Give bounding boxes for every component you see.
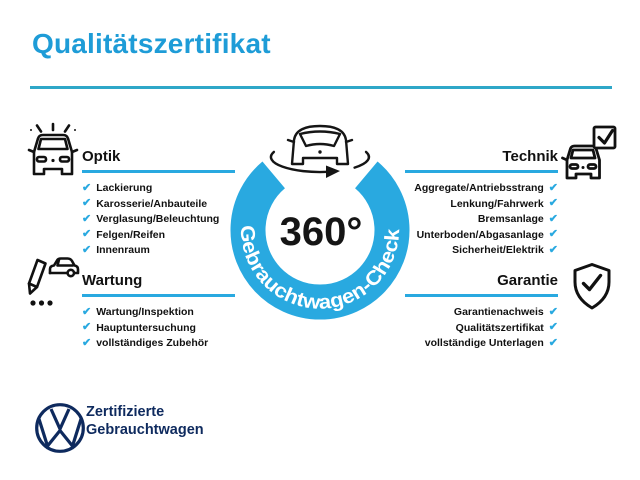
badge-360-check (224, 110, 416, 345)
service-checklist-icon (24, 256, 82, 314)
section-garantie (405, 272, 558, 351)
check-icon: ✔ (548, 228, 558, 241)
badge-degrees: 360° (279, 210, 363, 254)
section-optik (82, 148, 235, 258)
check-item (405, 181, 558, 197)
check-icon: ✔ (548, 212, 558, 225)
check-icon: ✔ (548, 243, 558, 256)
check-item-label: Aggregate/Antriebsstrang (414, 182, 544, 195)
check-item-label: Lenkung/Fahrwerk (450, 197, 544, 210)
check-item-label: Bremsanlage (477, 213, 544, 226)
check-item (82, 336, 235, 352)
shield-check-icon (570, 262, 614, 312)
check-item-label: Innenraum (96, 244, 150, 257)
check-item-label: Wartung/Inspektion (96, 306, 194, 319)
car-rotate-icon (271, 126, 369, 178)
check-item (82, 212, 235, 228)
check-item (82, 243, 235, 259)
car-checkbox-icon (560, 124, 618, 182)
section-title: Optik (82, 148, 121, 165)
check-item (82, 305, 235, 321)
check-item (405, 243, 558, 259)
footer-line1: Zertifizierte (86, 404, 165, 420)
wartung-item-list (82, 305, 235, 352)
check-item-label: vollständige Unterlagen (424, 337, 544, 350)
check-icon: ✔ (82, 197, 92, 210)
title-divider (30, 86, 612, 89)
car-shine-icon (26, 122, 80, 178)
check-item (405, 336, 558, 352)
check-item (405, 212, 558, 228)
section-wartung (82, 272, 235, 351)
optik-item-list (82, 181, 235, 259)
check-icon: ✔ (82, 228, 92, 241)
page-title: Qualitätszertifikat (32, 28, 271, 59)
check-item-label: Hauptuntersuchung (96, 321, 196, 334)
check-icon: ✔ (548, 321, 558, 334)
section-underline (82, 294, 235, 297)
section-title: Wartung (82, 272, 143, 289)
footer-line2: Gebrauchtwagen (86, 422, 204, 438)
check-icon: ✔ (548, 181, 558, 194)
check-item-label: Sicherheit/Elektrik (452, 244, 544, 257)
check-item (405, 305, 558, 321)
check-icon: ✔ (82, 336, 92, 349)
check-icon: ✔ (82, 243, 92, 256)
check-item-label: Felgen/Reifen (96, 228, 166, 241)
section-underline (82, 170, 235, 173)
check-icon: ✔ (548, 197, 558, 210)
technik-item-list (405, 181, 558, 259)
check-icon: ✔ (82, 321, 92, 334)
badge-ring-label: Gebrauchtwagen-Check (235, 224, 405, 314)
check-icon: ✔ (548, 305, 558, 318)
vw-logo (34, 402, 86, 454)
check-item (82, 320, 235, 336)
check-item-label: Lackierung (96, 182, 153, 195)
check-item-label: Garantienachweis (453, 306, 544, 319)
check-icon: ✔ (548, 336, 558, 349)
check-item-label: vollständiges Zubehör (96, 337, 209, 350)
section-title: Technik (502, 148, 558, 165)
section-title: Garantie (497, 272, 558, 289)
check-item-label: Unterboden/Abgasanlage (416, 228, 544, 241)
check-item (405, 320, 558, 336)
check-item (82, 227, 235, 243)
check-item-label: Verglasung/Beleuchtung (96, 213, 220, 226)
check-icon: ✔ (82, 212, 92, 225)
check-item (405, 196, 558, 212)
check-item-label: Qualitätszertifikat (455, 321, 544, 334)
check-icon: ✔ (82, 181, 92, 194)
check-icon: ✔ (82, 305, 92, 318)
section-technik (405, 148, 558, 258)
section-underline (405, 294, 558, 297)
check-item (82, 196, 235, 212)
check-item (405, 227, 558, 243)
check-item-label: Karosserie/Anbauteile (96, 197, 208, 210)
garantie-item-list (405, 305, 558, 352)
section-underline (405, 170, 558, 173)
check-item (82, 181, 235, 197)
footer-wordmark (86, 403, 204, 439)
